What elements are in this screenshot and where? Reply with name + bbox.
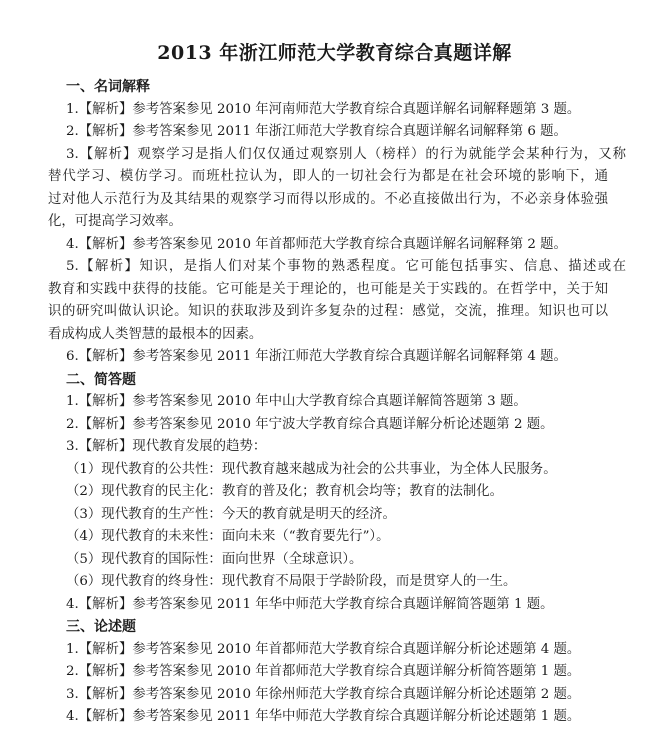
text-line: 3.【解析】现代教育发展的趋势： xyxy=(66,439,267,454)
text-line: （5）现代教育的国际性：面向世界（全球意识）。 xyxy=(66,551,363,567)
text-line: 3.【解析】观察学习是指人们仅仅通过观察别人（榜样）的行为就能学会某种行为，又称 xyxy=(66,146,626,162)
text-line: 过对他人示范行为及其结果的观察学习而得以形成的。不必直接做出行为，不必亲身体验强 xyxy=(48,191,608,207)
text-line: 4.【解析】参考答案参见 2011 年华中师范大学教育综合真题详解分析论述题第 1 题。 xyxy=(66,709,581,724)
text-line: （4）现代教育的未来性：面向未来（“教育要先行”）。 xyxy=(66,529,390,544)
text-line: 5.【解析】知识，是指人们对某个事物的熟悉程度。它可能包括事实、信息、描述或在 xyxy=(66,259,626,274)
text-line: 替代学习、模仿学习。而班杜拉认为，即人的一切社会行为都是在社会环境的影响下，通 xyxy=(48,169,608,184)
text-line: 2.【解析】参考答案参见 2011 年浙江师范大学教育综合真题详解名词解释第 6 题。 xyxy=(66,124,567,139)
text-line: 4.【解析】参考答案参见 2011 年华中师范大学教育综合真题详解简答题第 1 题。 xyxy=(66,596,554,612)
text-line: （6）现代教育的终身性：现代教育不局限于学龄阶段，而是贯穿人的一生。 xyxy=(66,574,517,589)
text-line: 6.【解析】参考答案参见 2011 年浙江师范大学教育综合真题详解名词解释第 4 题。 xyxy=(66,349,567,364)
text-line: 化，可提高学习效率。 xyxy=(48,214,182,229)
section-heading: 二、简答题 xyxy=(66,371,136,388)
document-body xyxy=(48,76,626,729)
section-heading: 三、论述题 xyxy=(66,619,136,635)
text-line: 2.【解析】参考答案参见 2010 年首都师范大学教育综合真题详解分析简答题第 1 题。 xyxy=(66,664,581,679)
text-line: 1.【解析】参考答案参见 2010 年中山大学教育综合真题详解简答题第 3 题。 xyxy=(66,394,527,409)
text-line: （3）现代教育的生产性：今天的教育就是明天的经济。 xyxy=(66,506,396,522)
text-line: 教育和实践中获得的技能。它可能是关于理论的，也可能是关于实践的。在哲学中，关于知 xyxy=(48,281,608,297)
text-line: 1.【解析】参考答案参见 2010 年河南师范大学教育综合真题详解名词解释题第 3 题。 xyxy=(66,101,581,117)
page-title: 2013 年浙江师范大学教育综合真题详解 xyxy=(157,42,512,64)
text-line: 识的研究叫做认识论。知识的获取涉及到许多复杂的过程：感觉，交流，推理。知识也可以 xyxy=(48,304,608,319)
text-line: （1）现代教育的公共性：现代教育越来越成为社会的公共事业，为全体人民服务。 xyxy=(66,461,557,477)
text-line: 1.【解析】参考答案参见 2010 年首都师范大学教育综合真题详解分析论述题第 4 题。 xyxy=(66,641,581,657)
text-line: 3.【解析】参考答案参见 2010 年徐州师范大学教育综合真题详解分析论述题第 2 题。 xyxy=(66,686,581,702)
text-line: 看成构成人类智慧的最根本的因素。 xyxy=(48,326,263,342)
section-heading: 一、名词解释 xyxy=(66,79,150,95)
text-line: 2.【解析】参考答案参见 2010 年宁波大学教育综合真题详解分析论述题第 2 题。 xyxy=(66,416,554,432)
text-line: （2）现代教育的民主化：教育的普及化；教育机会均等；教育的法制化。 xyxy=(66,484,504,499)
text-line: 4.【解析】参考答案参见 2010 年首都师范大学教育综合真题详解名词解释第 2 题。 xyxy=(66,236,567,252)
